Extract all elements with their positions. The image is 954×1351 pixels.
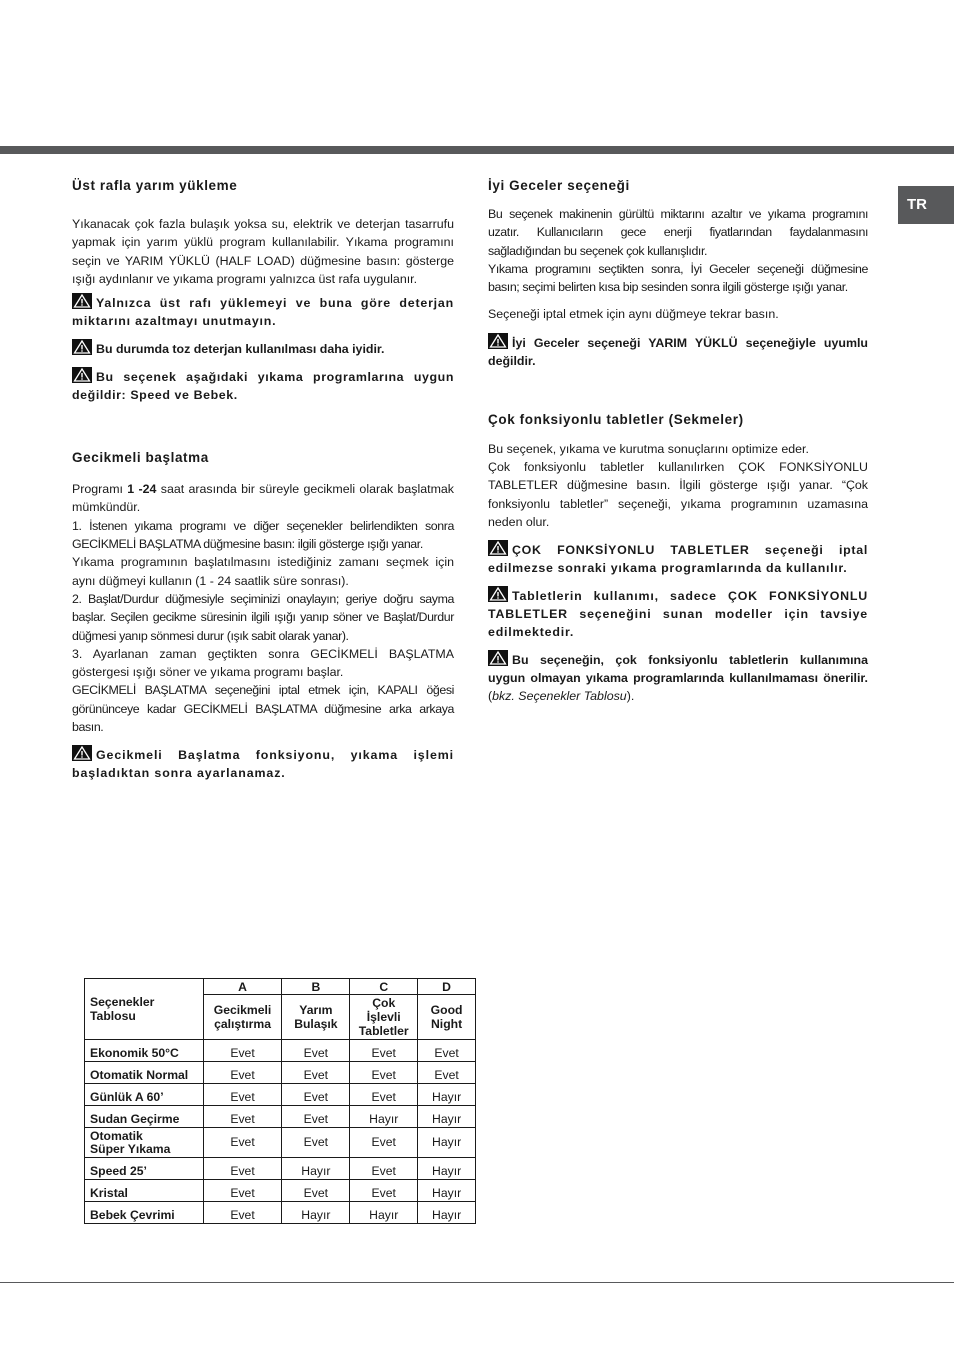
column-letter: C xyxy=(350,979,418,995)
table-row xyxy=(85,1128,476,1158)
table-cell: Evet xyxy=(350,1180,418,1202)
warning-note: Gecikmeli Başlatma fonksiyonu, yıkama işlemi başladıktan sonra ayarlanamaz. xyxy=(72,745,454,782)
table-cell: Evet xyxy=(350,1158,418,1180)
table-cell: Evet xyxy=(203,1084,282,1106)
left-column xyxy=(72,178,454,782)
table-cell: Evet xyxy=(350,1040,418,1062)
half-load-body: Yıkanacak çok fazla bulaşık yoksa su, elektrik ve deterjan tasarrufu yapmak için yarım yüklü program kullanılabilir. Yıkama programını seçin ve YARIM YÜKLÜ (HALF LOAD) düğmesine basın: gösterge ışığı aydınlanır ve yıkama programı yalnızca üst rafa uygulanır. xyxy=(72,217,454,286)
language-tab: TR xyxy=(898,186,954,224)
options-table-reference: bkz. Seçenekler Tablosu xyxy=(492,689,627,704)
table-body xyxy=(85,1040,476,1224)
warning-triangle-icon xyxy=(72,745,92,761)
table-cell: Hayır xyxy=(418,1158,476,1180)
warning-triangle-icon xyxy=(488,540,508,556)
top-header-bar xyxy=(0,146,954,154)
table-cell: Hayır xyxy=(418,1084,476,1106)
table-row xyxy=(85,1084,476,1106)
warning-note: Bu seçeneğin, çok fonksiyonlu tabletlerin kullanımına uygun olmayan yıkama programlarında kullanılmaması önerilir. (bkz. Seçenekler Tablosu). xyxy=(488,650,868,705)
column-header: Çok İşlevli Tabletler xyxy=(350,995,418,1040)
warning-note: Bu seçenek aşağıdaki yıkama programlarına uygun değildir: Speed ve Bebek. xyxy=(72,367,454,404)
table-cell: Evet xyxy=(203,1180,282,1202)
warning-note: ÇOK FONKSİYONLU TABLETLER seçeneği iptal edilmezse sonraki yıkama programlarında da kullanılır. xyxy=(488,540,868,577)
table-cell: Evet xyxy=(282,1040,350,1062)
options-table xyxy=(84,978,476,1224)
warning-note: Yalnızca üst rafı yüklemeyi ve buna göre deterjan miktarını azaltmayı unutmayın. xyxy=(72,293,454,330)
column-letter: B xyxy=(282,979,350,995)
column-letter: A xyxy=(203,979,282,995)
warning-triangle-icon xyxy=(72,367,92,383)
column-header: Yarım Bulaşık xyxy=(282,995,350,1040)
table-row xyxy=(85,1202,476,1224)
table-cell: Evet xyxy=(282,1106,350,1128)
table-cell: Evet xyxy=(350,1084,418,1106)
warning-triangle-icon xyxy=(72,293,92,309)
program-name: Sudan Geçirme xyxy=(85,1106,204,1128)
table-row xyxy=(85,1062,476,1084)
right-column xyxy=(488,178,868,705)
table-cell: Hayır xyxy=(350,1202,418,1224)
table-cell: Hayır xyxy=(282,1202,350,1224)
good-night-body3: Seçeneği iptal etmek için aynı düğmeye tekrar basın. xyxy=(488,307,779,322)
delay-intro: Programı 1 -24 saat arasında bir süreyle gecikmeli olarak başlatmak mümkündür. xyxy=(72,482,454,515)
warning-triangle-icon xyxy=(72,339,92,355)
program-name: Bebek Çevrimi xyxy=(85,1202,204,1224)
table-cell: Evet xyxy=(282,1062,350,1084)
delay-step1: 1. İstenen yıkama programı ve diğer seçenekler belirlendikten sonra GECİKMELİ BAŞLATMA düğmesine basın: ilgili gösterge ışığı yanar. xyxy=(72,518,454,552)
table-cell: Hayır xyxy=(418,1180,476,1202)
section-title-half-load: Üst rafla yarım yükleme xyxy=(72,178,238,193)
program-name: Otomatik Süper Yıkama xyxy=(85,1128,204,1158)
table-cell: Hayır xyxy=(418,1128,476,1158)
section-title-delay: Gecikmeli başlatma xyxy=(72,450,209,466)
delay-step2: 2. Başlat/Durdur düğmesiyle seçiminizi onaylayın; geriye doğru sayma başlar. Seçilen gecikme süresinin ilgili ışığı yanıp söner ve Başlat/Durdur düğmesi yanıp sönmesi durur (ışık sabit olarak yanar). xyxy=(72,591,454,643)
delay-range: 1 -24 xyxy=(127,482,157,497)
table-letter-row xyxy=(85,979,476,995)
delay-step1-detail: Yıkama programının başlatılmasını istediğiniz zamanı seçmek için aynı düğmeyi kullanın (1 - 24 saatlik süre sonrası). xyxy=(72,555,454,588)
warning-triangle-icon xyxy=(488,333,508,349)
table-cell: Hayır xyxy=(418,1202,476,1224)
table-cell: Hayır xyxy=(350,1106,418,1128)
warning-triangle-icon xyxy=(488,650,508,666)
warning-note: Bu durumda toz deterjan kullanılması daha iyidir. xyxy=(72,339,454,358)
table-cell: Evet xyxy=(203,1202,282,1224)
good-night-body2: Yıkama programını seçtikten sonra, İyi Geceler seçeneği düğmesine basın; seçimi belirten kısa bip sesinden sonra ilgili gösterge ışığı yanar. xyxy=(488,261,868,295)
table-cell: Hayır xyxy=(282,1158,350,1180)
program-name: Otomatik Normal xyxy=(85,1062,204,1084)
table-cell: Evet xyxy=(418,1040,476,1062)
table-cell: Hayır xyxy=(418,1106,476,1128)
table-cell: Evet xyxy=(350,1062,418,1084)
table-cell: Evet xyxy=(282,1084,350,1106)
table-cell: Evet xyxy=(203,1040,282,1062)
table-cell: Evet xyxy=(203,1128,282,1158)
table-corner-header: Seçenekler Tablosu xyxy=(85,979,204,1040)
program-name: Speed 25’ xyxy=(85,1158,204,1180)
warning-triangle-icon xyxy=(488,586,508,602)
column-header: Gecikmeli çalıştırma xyxy=(203,995,282,1040)
table-cell: Evet xyxy=(203,1106,282,1128)
table-cell: Evet xyxy=(350,1128,418,1158)
table-cell: Evet xyxy=(418,1062,476,1084)
tabs-body2: Çok fonksiyonlu tabletler kullanılırken ÇOK FONKSİYONLU TABLETLER düğmesine basın. İlgili gösterge ışığı yanar. “Çok fonksiyonlu tabletler” seçeneği, yıkama programının uzamasına neden olur. xyxy=(488,460,868,529)
delay-cancel: GECİKMELİ BAŞLATMA seçeneğini iptal etmek için, KAPALI öğesi görününceye kadar GECİKMELİ BAŞLATMA düğmesine arka arkaya basın. xyxy=(72,683,454,735)
program-name: Ekonomik 50°C xyxy=(85,1040,204,1062)
tabs-body1: Bu seçenek, yıkama ve kurutma sonuçlarını optimize eder. xyxy=(488,441,809,456)
table-row xyxy=(85,1040,476,1062)
delay-step3: 3. Ayarlanan zaman geçtikten sonra GECİKMELİ BAŞLATMA göstergesi ışığı söner ve yıkama programı başlar. xyxy=(72,646,454,680)
warning-note: Tabletlerin kullanımı, sadece ÇOK FONKSİYONLU TABLETLER seçeneğini sunan modeller için tavsiye edilmektedir. xyxy=(488,586,868,641)
table-cell: Evet xyxy=(282,1180,350,1202)
table-cell: Evet xyxy=(203,1062,282,1084)
table-row xyxy=(85,1158,476,1180)
program-name: Günlük A 60’ xyxy=(85,1084,204,1106)
table-cell: Evet xyxy=(203,1158,282,1180)
warning-note: İyi Geceler seçeneği YARIM YÜKLÜ seçeneğiyle uyumlu değildir. xyxy=(488,333,868,370)
good-night-body1: Bu seçenek makinenin gürültü miktarını azaltır ve yıkama programını uzatır. Kullanıcıların gece enerji fiyatlarından faydalanmasını sağladığından bu seçenek çok kullanışlıdır. xyxy=(488,207,868,258)
table-row xyxy=(85,1106,476,1128)
column-letter: D xyxy=(418,979,476,995)
table-cell: Evet xyxy=(282,1128,350,1158)
footer-rule xyxy=(0,1282,954,1283)
table-row xyxy=(85,1180,476,1202)
program-name: Kristal xyxy=(85,1180,204,1202)
column-header: Good Night xyxy=(418,995,476,1040)
section-title-tabs: Çok fonksiyonlu tabletler (Sekmeler) xyxy=(488,411,744,427)
section-title-good-night: İyi Geceler seçeneği xyxy=(488,178,630,193)
